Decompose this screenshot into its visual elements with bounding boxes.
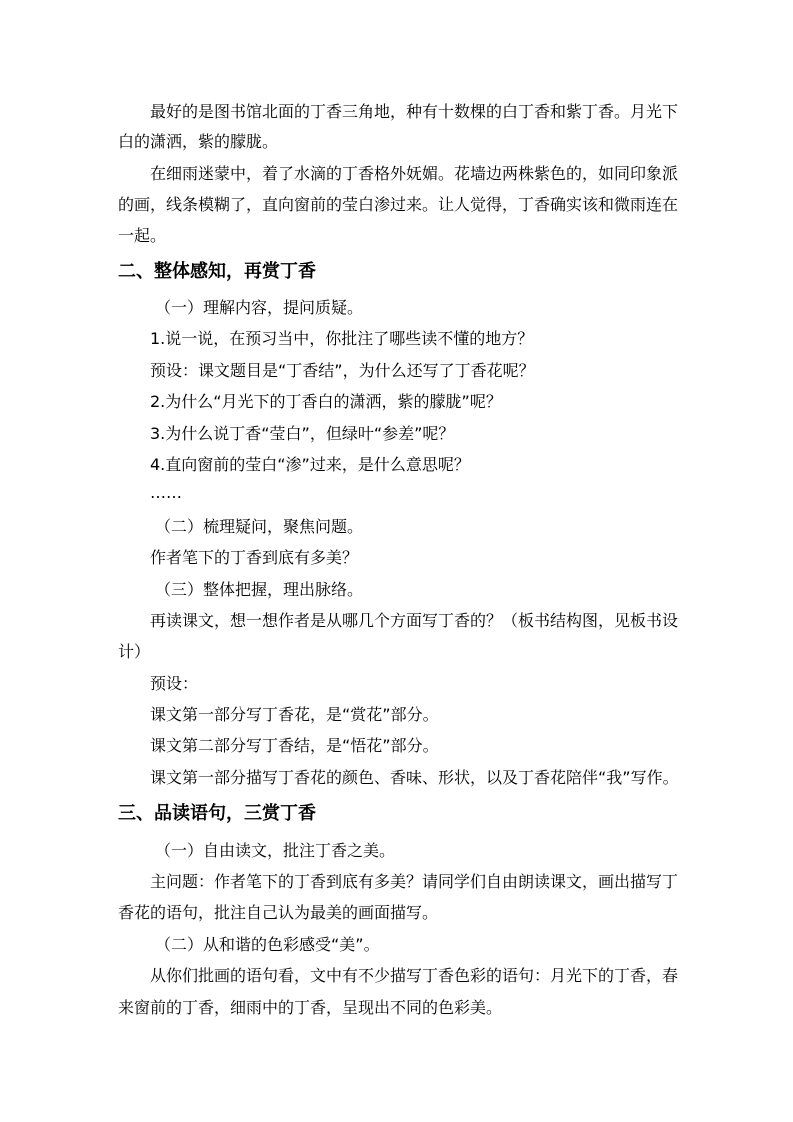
question-item: 1.说一说，在预习当中，你批注了哪些读不懂的地方？ bbox=[150, 329, 534, 348]
paragraph-line: 香花的语句，批注自己认为最美的画面描写。 bbox=[118, 903, 439, 922]
preset-text: 课文第一部分写丁香花，是“赏花”部分。 bbox=[150, 705, 439, 724]
preset-text: 课文第一部分描写丁香花的颜色、香味、形状，以及丁香花陪伴“我”写作。 bbox=[150, 768, 679, 787]
paragraph-line: 计） bbox=[118, 642, 151, 661]
paragraph-line: 白的潇洒，紫的朦胧。 bbox=[118, 132, 279, 151]
section-heading: 三、品读语句，三赏丁香 bbox=[118, 803, 316, 824]
subsection-heading: （二）从和谐的色彩感受“美”。 bbox=[155, 935, 380, 954]
preset-text: 课文第二部分写丁香结，是“悟花”部分。 bbox=[150, 736, 439, 755]
subsection-heading: （一）自由读文，批注丁香之美。 bbox=[155, 841, 396, 860]
paragraph-line: 从你们批画的语句看，文中有不少描写丁香色彩的语句：月光下的丁香，春 bbox=[150, 966, 679, 985]
paragraph-line: 在细雨迷蒙中，着了水滴的丁香格外妩媚。花墙边两株紫色的，如同印象派 bbox=[150, 164, 679, 183]
paragraph-line: 主问题：作者笔下的丁香到底有多美？请同学们自由朗读课文，画出描写丁 bbox=[150, 872, 679, 891]
paragraph-line: 最好的是图书馆北面的丁香三角地，种有十数棵的白丁香和紫丁香。月光下 bbox=[150, 102, 679, 121]
question-item: 4.直向窗前的莹白“渗”过来，是什么意思呢？ bbox=[150, 455, 470, 474]
question-item: 2.为什么“月光下的丁香白的潇洒，紫的朦胧”呢？ bbox=[150, 392, 502, 411]
focus-question: 作者笔下的丁香到底有多美？ bbox=[150, 548, 359, 567]
preset-text: 预设：课文题目是“丁香结”，为什么还写了丁香花呢？ bbox=[150, 361, 535, 380]
paragraph-line: 再读课文，想一想作者是从哪几个方面写丁香的？（板书结构图，见板书设 bbox=[150, 611, 679, 630]
section-heading: 二、整体感知，再赏丁香 bbox=[118, 261, 316, 282]
paragraph-line: 来窗前的丁香，细雨中的丁香，呈现出不同的色彩美。 bbox=[118, 998, 503, 1017]
question-item: 3.为什么说丁香“莹白”，但绿叶“参差”呢？ bbox=[150, 424, 455, 443]
paragraph-line: 一起。 bbox=[118, 226, 167, 245]
subsection-heading: （三）整体把握，理出脉络。 bbox=[155, 580, 364, 599]
subsection-heading: （二）梳理疑问，聚焦问题。 bbox=[155, 517, 364, 536]
preset-label: 预设： bbox=[150, 674, 199, 693]
ellipsis: …… bbox=[150, 483, 182, 502]
paragraph-line: 的画，线条模糊了，直向窗前的莹白渗过来。让人觉得，丁香确实该和微雨连在 bbox=[118, 195, 679, 214]
subsection-heading: （一）理解内容，提问质疑。 bbox=[155, 298, 364, 317]
